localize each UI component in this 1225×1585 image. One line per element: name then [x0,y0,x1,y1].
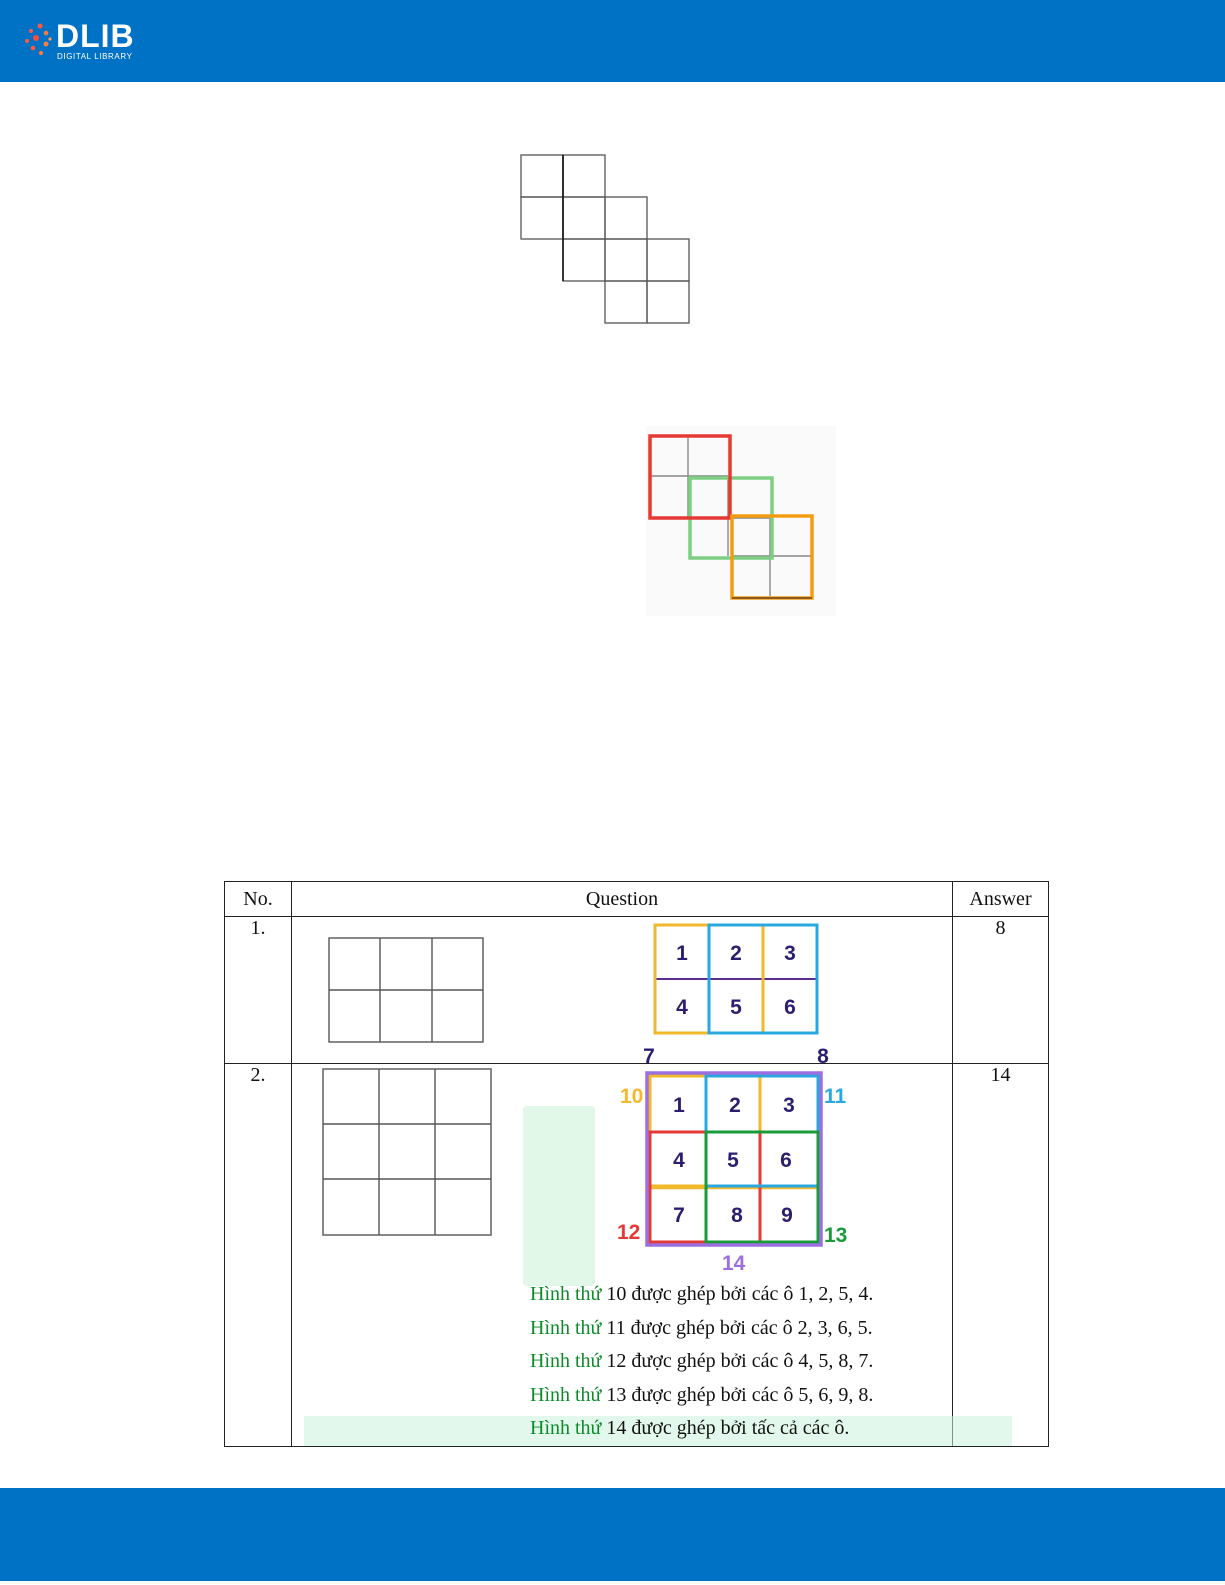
figure-number-red: 12 [617,1221,641,1244]
numbered-grid-3x3-figure [614,1074,854,1274]
question-cell [292,917,953,1068]
figure-number-green: 13 [824,1224,848,1247]
logo-dots-icon [24,20,54,60]
cell-number: 2 [729,1094,741,1117]
row-number: 2. [225,1064,292,1447]
page-header [0,0,1225,82]
figure-number: 8 [817,1045,829,1068]
cell-number: 9 [781,1204,793,1227]
header-question: Question [292,882,953,917]
note-line: Hình thứ 12 được ghép bởi các ô 4, 5, 8, 7. [530,1350,874,1372]
question-cell [292,1064,953,1447]
cell-number: 3 [783,1094,795,1117]
header-no: No. [225,882,292,917]
figure-number: 7 [643,1045,655,1068]
cell-number: 5 [730,996,742,1019]
page-footer [0,1488,1225,1581]
grid-2x3-figure [328,937,486,1045]
note-line: Hình thứ 10 được ghép bởi các ô 1, 2, 5, 4. [530,1283,874,1305]
cell-number: 8 [731,1204,743,1227]
table-row [225,1064,1049,1447]
logo-subtitle: DIGITAL LIBRARY [57,52,133,61]
answer-cell: 14 [953,1064,1049,1447]
cell-number: 7 [673,1204,685,1227]
table-header-row [225,882,1049,917]
figure-number-yellow: 10 [620,1085,644,1108]
explanation-notes [530,1278,940,1446]
answer-cell: 8 [953,917,1049,1064]
note-line: Hình thứ 14 được ghép bởi tấc cả các ô. [530,1417,850,1439]
cell-number: 4 [676,996,688,1019]
dlib-logo[interactable] [24,18,154,64]
footer-divider [0,1581,1225,1585]
header-answer: Answer [953,882,1049,917]
numbered-grid-2x3-figure [643,923,847,1069]
note-line: Hình thứ 11 được ghép bởi các ô 2, 3, 6, 5. [530,1316,873,1339]
cell-number: 6 [784,996,796,1019]
staircase-grid-figure [520,154,700,326]
answer-table [224,881,1049,1447]
table-row [225,917,1049,1064]
figure-number-cyan: 11 [824,1085,847,1108]
logo-text: DLIB [56,18,135,54]
cell-number: 2 [730,942,742,965]
figure-number-purple: 14 [722,1252,746,1275]
staircase-colored-squares-figure [646,426,836,616]
cell-number: 4 [673,1149,685,1172]
cell-number: 1 [673,1094,685,1117]
watermark-book [523,1106,595,1286]
note-line: Hình thứ 13 được ghép bởi các ô 5, 6, 9, 8. [530,1383,874,1406]
cell-number: 1 [676,942,688,965]
grid-3x3-figure [322,1068,494,1238]
cell-number: 3 [784,942,796,965]
row-number: 1. [225,917,292,1064]
cell-number: 5 [727,1149,739,1172]
cell-number: 6 [780,1149,792,1172]
